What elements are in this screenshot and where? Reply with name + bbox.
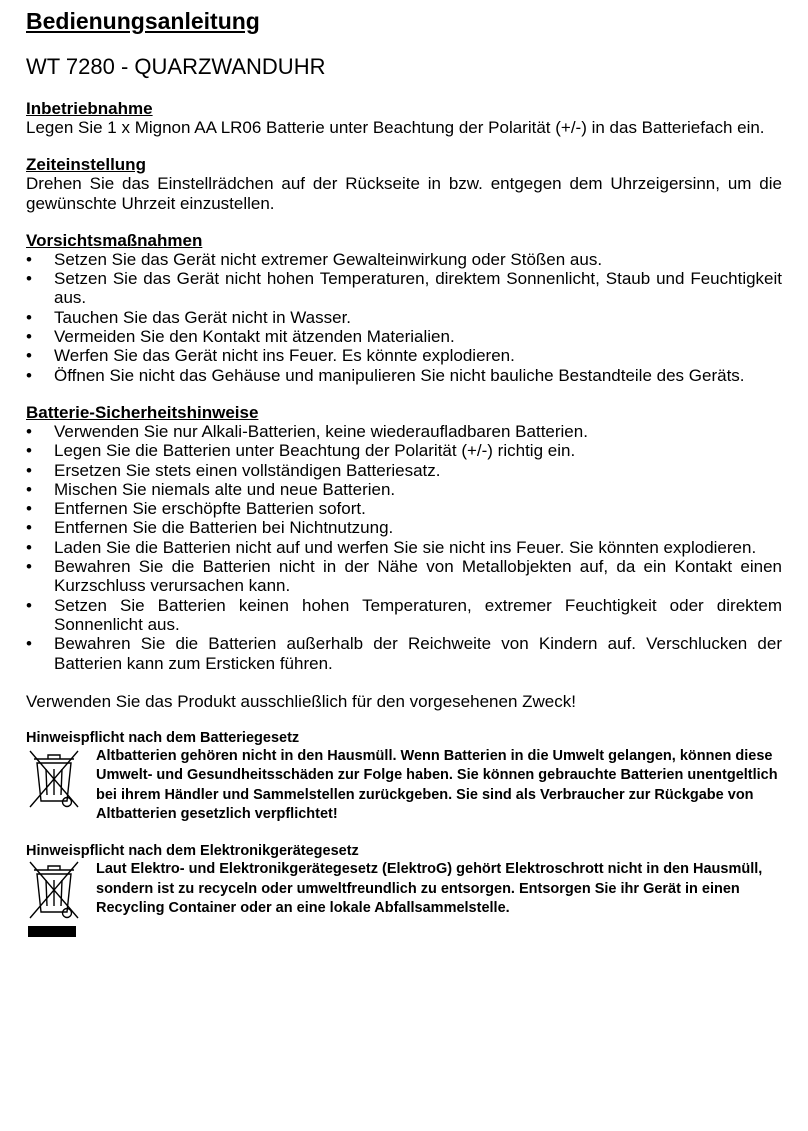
section-heading: Zeiteinstellung (26, 155, 146, 175)
notice-text: Altbatterien gehören nicht in den Hausmüll. Wenn Batterien in die Umwelt gelangen, können diese Umwelt- und Gesundheitsschäden zur Folge haben. Sie können gebrauchte Batterien unentgeltlich bei ihrem Händler und Sammelstellen zurückgeben. Sie sind als Verbraucher zur Rückgabe von Altbatterien gesetzlich verpflichtet! (96, 748, 778, 823)
section-precautions (26, 231, 782, 385)
document-page (26, 6, 782, 938)
notice-heading: Hinweispflicht nach dem Elektronikgerätegesetz (26, 843, 359, 860)
crossed-out-bin-with-bar-icon (26, 860, 96, 938)
list-item: • Bewahren Sie die Batterien nicht in der Nähe von Metallobjekten auf, da ein Kontakt einen Kurzschluss verursachen kann. (26, 557, 782, 596)
section-commissioning (26, 99, 782, 137)
section-text: Drehen Sie das Einstellrädchen auf der Rückseite in bzw. entgegen dem Uhrzeigersinn, um die gewünschte Uhrzeit einzustellen. (26, 174, 782, 213)
list-item: • Legen Sie die Batterien unter Beachtung der Polarität (+/-) richtig ein. (26, 441, 782, 460)
notice-text: Laut Elektro- und Elektronikgerätegesetz (ElektroG) gehört Elektroschrott nicht in den Hausmüll, sondern ist zu recyceln oder umweltfreundlich zu entsorgen. Entsorgen Sie ihr Gerät in einen Recycling Container oder an eine lokale Abfallsammelstelle. (96, 861, 763, 916)
list-item: • Entfernen Sie die Batterien bei Nichtnutzung. (26, 518, 782, 537)
list-item: • Mischen Sie niemals alte und neue Batterien. (26, 480, 782, 499)
section-text: Legen Sie 1 x Mignon AA LR06 Batterie unter Beachtung der Polarität (+/-) in das Batteriefach ein. (26, 118, 765, 137)
list-item: • Entfernen Sie erschöpfte Batterien sofort. (26, 499, 782, 518)
section-heading: Batterie-Sicherheitshinweise (26, 402, 259, 422)
intended-use-note: Verwenden Sie das Produkt ausschließlich für den vorgesehenen Zweck! (26, 691, 576, 711)
list-item: • Öffnen Sie nicht das Gehäuse und manipulieren Sie nicht bauliche Bestandteile des Geräts. (26, 366, 782, 385)
section-heading: Vorsichtsmaßnahmen (26, 230, 203, 250)
electronics-law-notice (26, 842, 782, 938)
list-item: • Laden Sie die Batterien nicht auf und werfen Sie sie nicht ins Feuer. Sie könnten explodieren. (26, 538, 782, 557)
list-item: • Setzen Sie das Gerät nicht extremer Gewalteinwirkung oder Stößen aus. (26, 250, 782, 269)
precautions-list (26, 250, 782, 385)
list-item: • Werfen Sie das Gerät nicht ins Feuer. Es könnte explodieren. (26, 346, 782, 365)
crossed-out-bin-icon (26, 747, 96, 824)
list-item: • Ersetzen Sie stets einen vollständigen Batteriesatz. (26, 461, 782, 480)
battery-safety-list (26, 422, 782, 673)
list-item: • Setzen Sie das Gerät nicht hohen Temperaturen, direktem Sonnenlicht, Staub und Feuchtigkeit aus. (26, 269, 782, 308)
notice-heading: Hinweispflicht nach dem Batteriegesetz (26, 730, 300, 747)
list-item: • Setzen Sie Batterien keinen hohen Temperaturen, extremer Feuchtigkeit oder direktem Sonnenlicht aus. (26, 596, 782, 635)
section-heading: Inbetriebnahme (26, 99, 153, 118)
list-item: • Tauchen Sie das Gerät nicht in Wasser. (26, 308, 782, 327)
document-title: Bedienungsanleitung (26, 8, 260, 34)
section-battery-safety (26, 403, 782, 673)
list-item: • Bewahren Sie die Batterien außerhalb der Reichweite von Kindern auf. Verschlucken der Batterien kann zum Ersticken führen. (26, 634, 782, 673)
product-title: WT 7280 - QUARZWANDUHR (26, 54, 326, 79)
list-item: • Verwenden Sie nur Alkali-Batterien, keine wiederaufladbaren Batterien. (26, 422, 782, 441)
section-time-setting (26, 155, 782, 213)
battery-law-notice (26, 729, 782, 824)
list-item: • Vermeiden Sie den Kontakt mit ätzenden Materialien. (26, 327, 782, 346)
